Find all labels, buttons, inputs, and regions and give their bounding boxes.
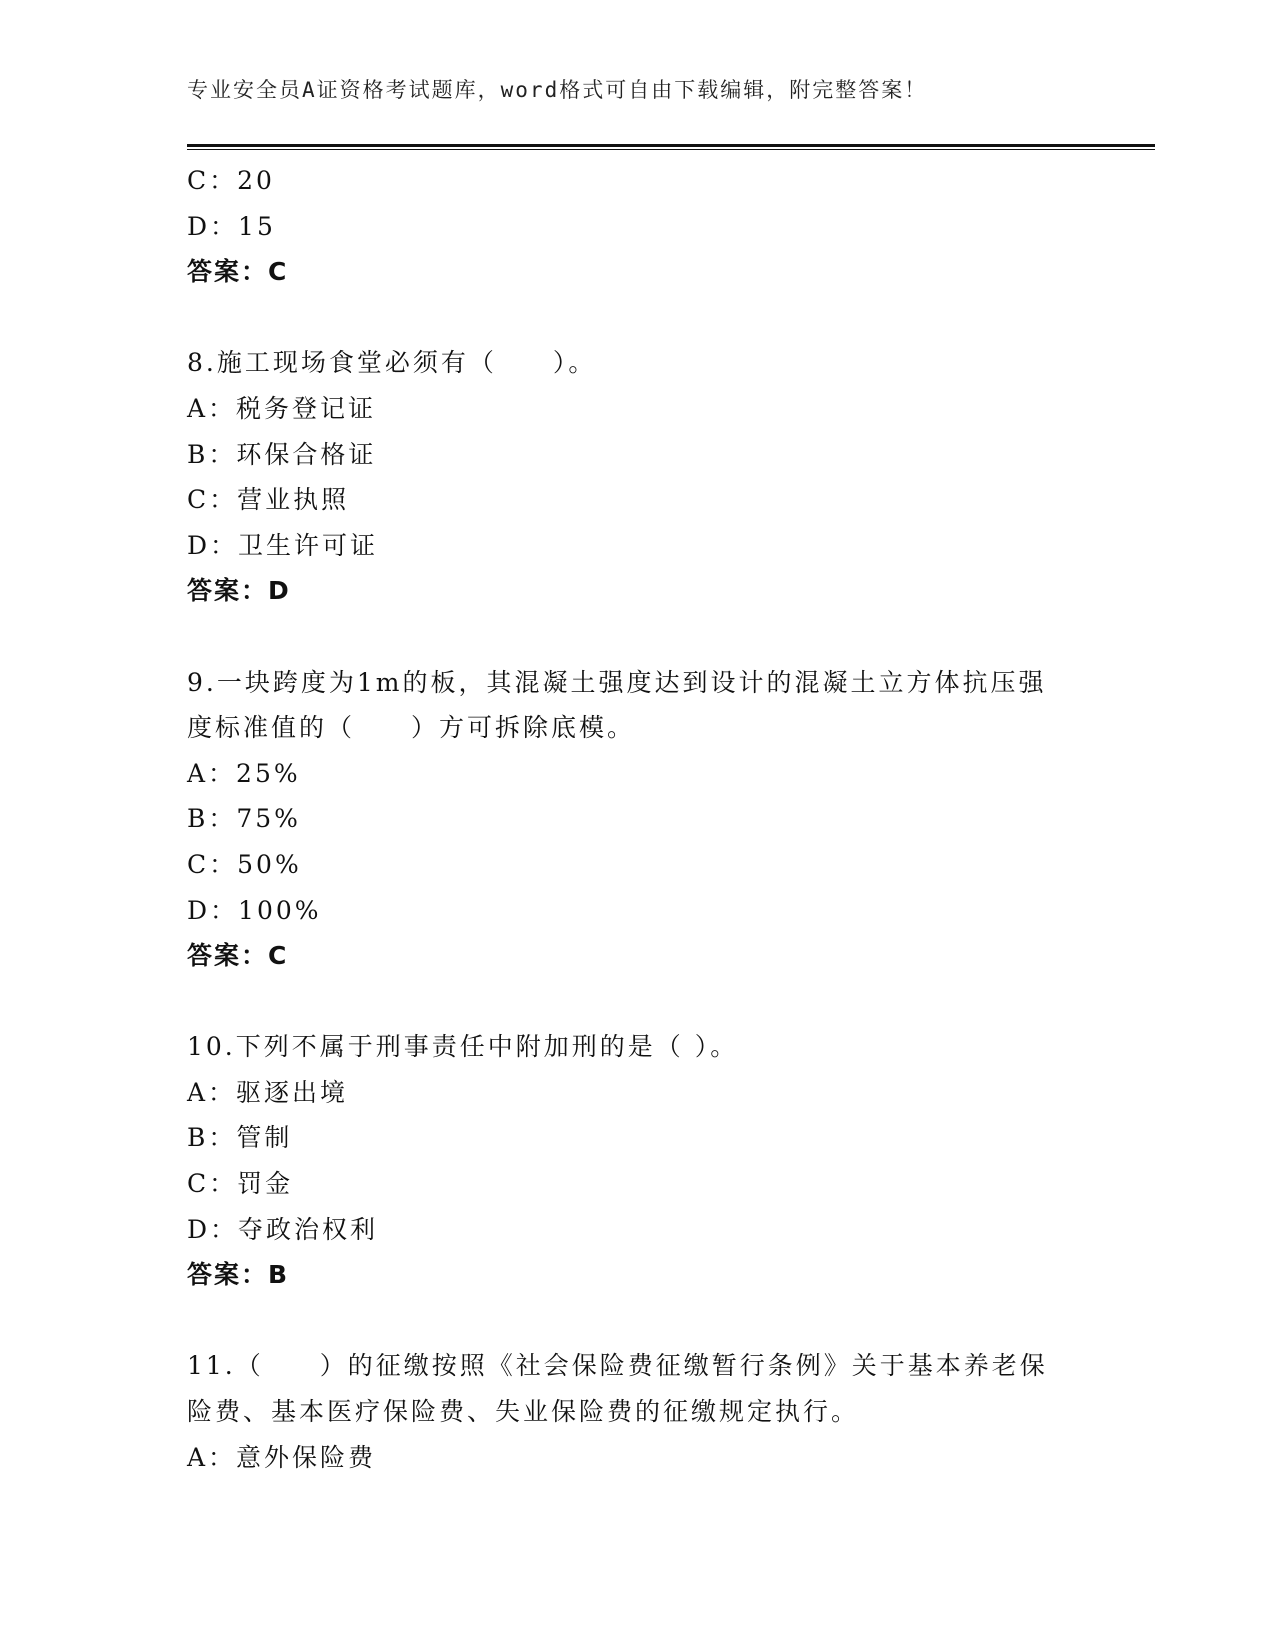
- question-stem: 11.（ ）的征缴按照《社会保险费征缴暂行条例》关于基本养老保: [187, 1351, 1048, 1381]
- option-line: C：营业执照: [187, 485, 350, 515]
- option-line: D：夺政治权利: [187, 1214, 379, 1244]
- option-line: C：50%: [187, 849, 302, 879]
- question-stem: 9.一块跨度为1m的板，其混凝土强度达到设计的混凝土立方体抗压强: [187, 667, 1047, 697]
- question-stem: 险费、基本医疗保险费、失业保险费的征缴规定执行。: [187, 1397, 860, 1427]
- header-rule-thick: [187, 144, 1155, 147]
- question-stem: 10.下列不属于刑事责任中附加刑的是（ ）。: [187, 1032, 739, 1062]
- option-line: D：100%: [187, 895, 322, 925]
- option-line: A：驱逐出境: [187, 1077, 349, 1107]
- page-header: 专业安全员A证资格考试题库，word格式可自由下载编辑，附完整答案！: [187, 78, 928, 102]
- answer-line: 答案：B: [187, 1260, 290, 1290]
- spacer: [187, 614, 1087, 660]
- option-line: C：罚金: [187, 1169, 294, 1199]
- option-line: C：20: [187, 166, 275, 195]
- option-line: A：25%: [187, 758, 301, 788]
- option-line: B：环保合格证: [187, 439, 377, 469]
- question-list: [187, 158, 1087, 1480]
- option-line: D：卫生许可证: [187, 530, 379, 560]
- question-stem: 度标准值的（ ）方可拆除底模。: [187, 713, 636, 743]
- option-line: A：税务登记证: [187, 393, 377, 423]
- question-stem: 8.施工现场食堂必须有（ ）。: [187, 348, 597, 378]
- option-line: B：75%: [187, 804, 301, 834]
- option-line: A：意外保险费: [187, 1442, 377, 1472]
- option-line: D：15: [187, 211, 276, 241]
- spacer: [187, 979, 1087, 1025]
- answer-line: 答案：C: [187, 941, 289, 971]
- answer-line: 答案：D: [187, 576, 291, 606]
- answer-line: 答案：C: [187, 257, 289, 287]
- header-rule-thin: [187, 149, 1155, 150]
- spacer: [187, 295, 1087, 341]
- option-line: B：管制: [187, 1123, 293, 1153]
- spacer: [187, 1298, 1087, 1344]
